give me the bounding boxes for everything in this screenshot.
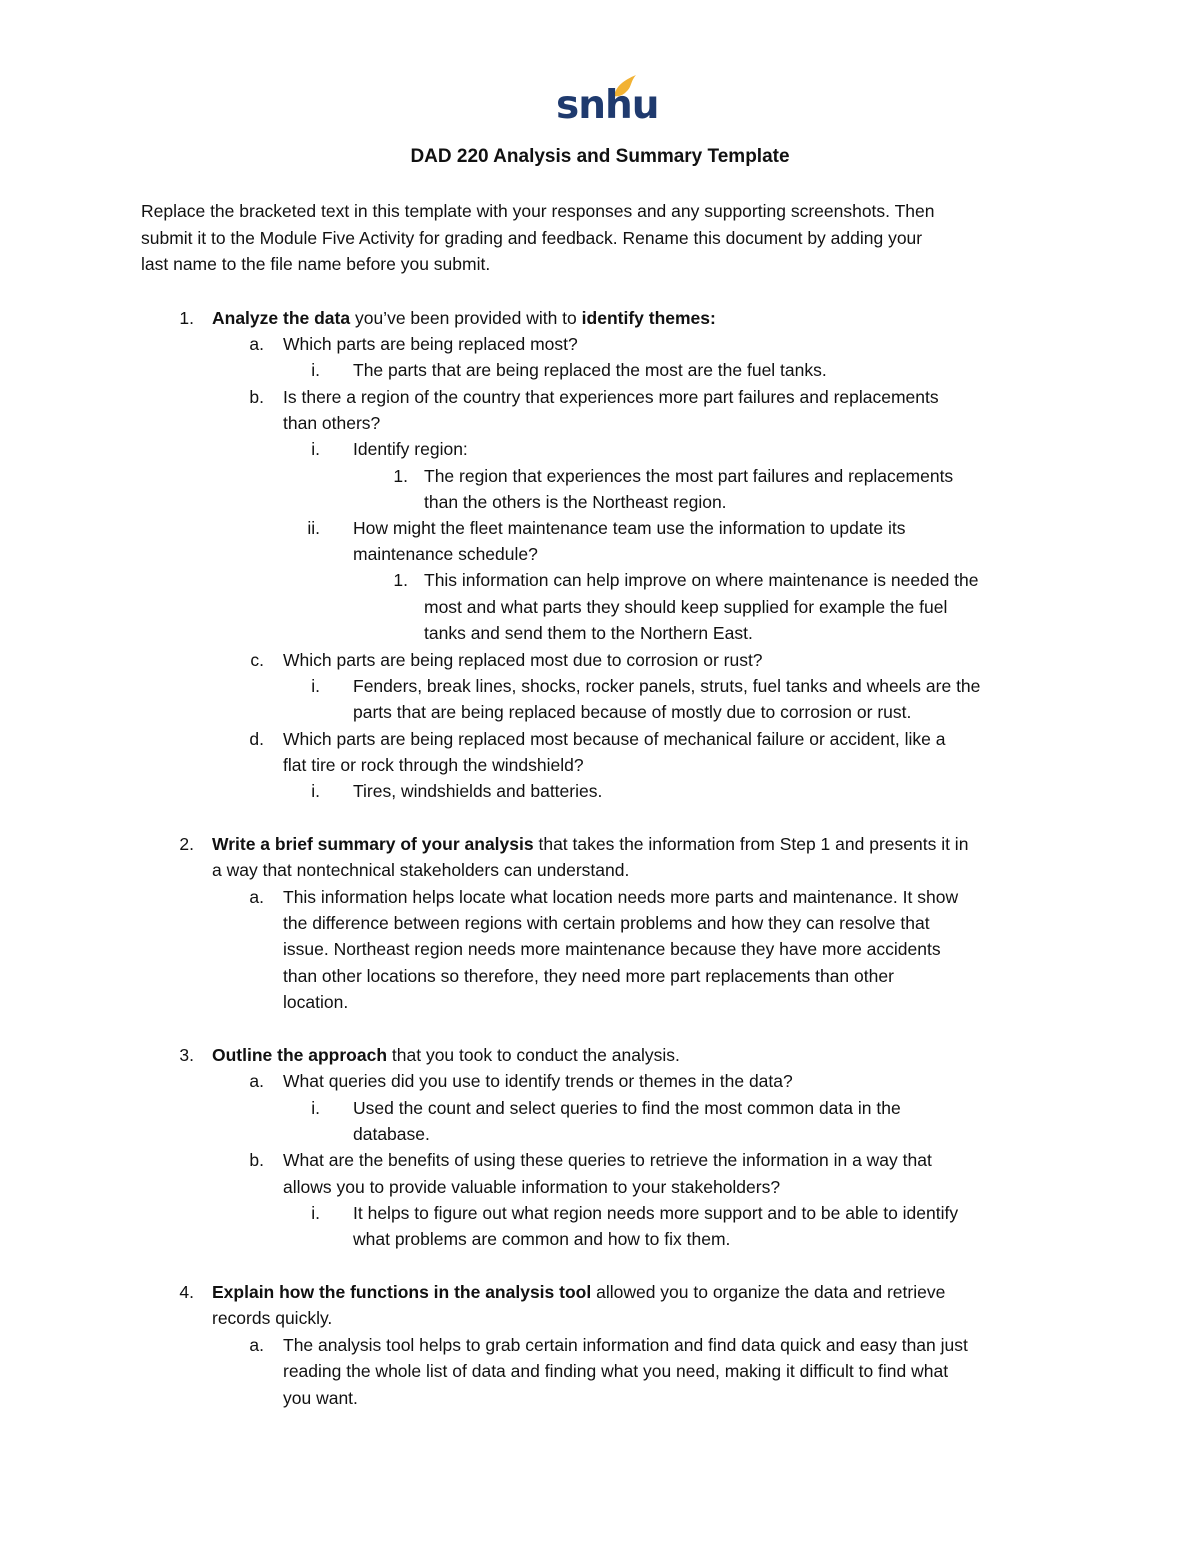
answer-1d: Tires, windshields and batteries. [353, 781, 603, 801]
answer-2a-cont: issue. Northeast region needs more maintenance because they have more accidents [283, 939, 941, 959]
answer-2a-cont: the difference between regions with certain problems and how they can resolve that [283, 913, 930, 933]
answer-3a: Used the count and select queries to find the most common data in the [353, 1098, 901, 1118]
list-roman: ii. [307, 518, 320, 538]
snhu-logo [556, 72, 659, 132]
answer-1a: The parts that are being replaced the most are the fuel tanks. [353, 360, 827, 380]
bold-text: Analyze the data [212, 308, 351, 328]
bold-text: identify themes: [581, 308, 716, 328]
answer-2a-cont: location. [283, 992, 349, 1012]
list-number: 2. [179, 834, 194, 854]
answer-4a-cont: you want. [283, 1388, 358, 1408]
list-letter: a. [249, 334, 264, 354]
document-title: DAD 220 Analysis and Summary Template [410, 146, 790, 167]
question-1d: Which parts are being replaced most because of mechanical failure or accident, like a [283, 729, 946, 749]
item-1b-ii-cont: maintenance schedule? [353, 544, 538, 564]
list-roman: i. [311, 439, 320, 459]
question-1b: Is there a region of the country that experiences more part failures and replacements [283, 387, 939, 407]
answer-4a-cont: reading the whole list of data and finding what you need, making it difficult to find what [283, 1361, 949, 1381]
answer-1b-ii: This information can help improve on where maintenance is needed the [424, 570, 979, 590]
plain-text: that takes the information from Step 1 and presents it in [533, 834, 969, 854]
section-3-heading [212, 1042, 680, 1069]
answer-4a: The analysis tool helps to grab certain information and find data quick and easy than just [283, 1335, 968, 1355]
question-1b-cont: than others? [283, 413, 381, 433]
list-roman: i. [311, 1203, 320, 1223]
answer-1c-cont: parts that are being replaced because of mostly due to corrosion or rust. [353, 702, 912, 722]
answer-3b-cont: what problems are common and how to fix them. [353, 1229, 731, 1249]
list-number: 1. [179, 308, 194, 328]
intro-line: Replace the bracketed text in this template with your responses and any supporting screenshots. Then [141, 201, 935, 221]
answer-2a-cont: than other locations so therefore, they need more part replacements than other [283, 966, 894, 986]
list-roman: i. [311, 676, 320, 696]
list-number: 3. [179, 1045, 194, 1065]
answer-3b: It helps to figure out what region needs more support and to be able to identify [353, 1203, 959, 1223]
question-1c: Which parts are being replaced most due to corrosion or rust? [283, 650, 763, 670]
answer-1b-i-cont: than the others is the Northeast region. [424, 492, 727, 512]
bold-text: Outline the approach [212, 1045, 388, 1065]
list-letter: b. [249, 1150, 264, 1170]
logo-wordmark: snhu [556, 83, 659, 128]
section-2-heading [212, 831, 968, 858]
list-roman: i. [311, 360, 320, 380]
intro-line: submit it to the Module Five Activity for grading and feedback. Rename this document by adding your [141, 227, 923, 248]
question-3b-cont: allows you to provide valuable information to your stakeholders? [283, 1177, 781, 1197]
list-letter: c. [250, 650, 264, 670]
section-1-heading [212, 305, 716, 332]
list-number: 4. [179, 1282, 194, 1302]
list-number: 1. [393, 570, 408, 590]
bold-text: Write a brief summary of your analysis [212, 834, 534, 854]
answer-1b-ii-cont: tanks and send them to the Northern East. [424, 623, 753, 643]
question-3b: What are the benefits of using these queries to retrieve the information in a way that [283, 1150, 932, 1170]
list-letter: a. [249, 1335, 264, 1355]
list-letter: a. [249, 887, 264, 907]
list-number: 1. [393, 466, 408, 486]
intro-paragraph [141, 198, 1061, 278]
list-letter: b. [249, 387, 264, 407]
intro-line: last name to the file name before you submit. [141, 254, 491, 274]
plain-text: you’ve been provided with to [350, 308, 582, 328]
bold-text: Explain how the functions in the analysis tool [212, 1282, 592, 1302]
question-1d-cont: flat tire or rock through the windshield? [283, 755, 584, 775]
answer-3a-cont: database. [353, 1124, 430, 1144]
list-letter: a. [249, 1071, 264, 1091]
section-2-heading-cont: a way that nontechnical stakeholders can understand. [212, 860, 630, 880]
answer-2a: This information helps locate what location needs more parts and maintenance. It show [283, 887, 959, 907]
question-1a: Which parts are being replaced most? [283, 334, 578, 354]
section-4-heading-cont: records quickly. [212, 1308, 333, 1328]
list-roman: i. [311, 1098, 320, 1118]
answer-1b-ii-cont: most and what parts they should keep supplied for example the fuel [424, 597, 948, 617]
question-3a: What queries did you use to identify trends or themes in the data? [283, 1071, 793, 1091]
plain-text: that you took to conduct the analysis. [387, 1045, 680, 1065]
list-roman: i. [311, 781, 320, 801]
list-letter: d. [249, 729, 264, 749]
answer-1c: Fenders, break lines, shocks, rocker panels, struts, fuel tanks and wheels are the [353, 676, 981, 696]
answer-1b-i: The region that experiences the most part failures and replacements [424, 466, 954, 486]
item-1b-i: Identify region: [353, 439, 468, 459]
section-4-heading [212, 1279, 945, 1306]
plain-text: allowed you to organize the data and retrieve [591, 1282, 946, 1302]
item-1b-ii: How might the fleet maintenance team use the information to update its [353, 518, 906, 538]
